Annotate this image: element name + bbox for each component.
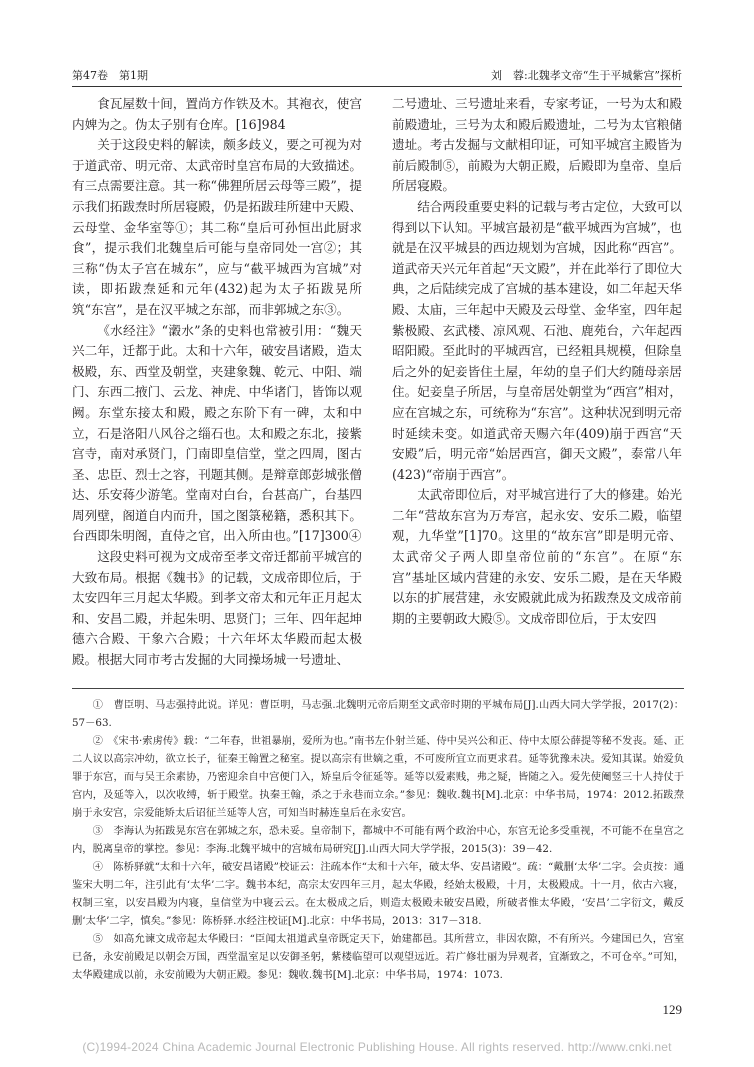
copyright-watermark: (C)1994-2024 China Academic Journal Electronic Publishing House. All rights reserved. http://www.cnki.net [82, 1040, 672, 1054]
quote-paragraph: 食瓦屋数十间，置尚方作铁及木。其袍衣，使宫内婢为之。伪太子别有仓库。[16]984 [72, 96, 362, 132]
left-column [72, 94, 362, 671]
footnote: ② 《宋书·索虏传》载：“二年春，世祖暴崩，爱所为也。”南书左仆射兰延、侍中吴兴公和正、侍中太原公薛提等秘不发丧。延、正二人议以高宗冲幼，欲立长子，征秦王翰置之秘室。提以高宗有世嫡之重，不可废所宜立而更求君。延等犹豫未决。爱知其谋。始爱负罪于东宫，而与吴王余素协，乃密迎余自中宫便门入，矫皇后令征延等。延等以爱素贱，弗之疑，皆随之入。爱先使阉竖三十人持仗于宫内，及延等入，以次收缚，斩于殿堂。执秦王翰，杀之于永巷而立余。”参见：魏收.魏书[M].北京：中华书局，1974：2012.拓跋焘崩于永安宫，宗爱能矫太后诏征兰延等人宫，可知当时赫连皇后在永安宫。 [72, 735, 684, 819]
page-number: 129 [662, 1002, 682, 1017]
running-header [72, 64, 682, 84]
footnote: ⑤ 如高允谏文成帝起太华殿曰：“臣闻太祖道武皇帝既定天下，始建都邑。其所营立，非因农隙，不有所兴。今建国已久，宫室已备，永安前殿足以朝会万国，西堂温室足以安御圣躬，紫楼临望可以观望远近。若广修壮丽为异观者，宜渐致之，不可仓卒。”可知，太华殿建成以前，永安前殿为大朝正殿。参见：魏收.魏书[M].北京：中华书局，1974：1073. [72, 933, 684, 981]
journal-volume: 第47卷 第1期 [72, 69, 148, 82]
footnote: ① 曹臣明、马志强持此说。详见：曹臣明，马志强.北魏明元帝后期至文武帝时期的平城布局[J].山西大同大学学报，2017(2)：57－63. [72, 699, 684, 729]
footnotes [72, 696, 684, 984]
footnote-divider [72, 688, 684, 689]
body-paragraph: 太武帝即位后，对平城宫进行了大的修建。始光二年“营故东宫为万寿宫，起永安、安乐二殿，临望观，九华堂”[1]70。这里的“故东宫”即是明元帝、太武帝父子两人即皇帝位前的“东宫”。在原“东宫”基址区域内营建的永安、安乐二殿，是在天华殿以东的扩展营建，永安殿就此成为拓跋焘及文成帝前期的主要朝政大殿⑤。文成帝即位后，于太安四 [392, 487, 682, 626]
body-paragraph: 关于这段史料的解读，颇多歧义，要之可视为对于道武帝、明元帝、太武帝时皇宫布局的大致描述。有三点需要注意。其一称“佛狸所居云母等三殿”，提示我们拓跋焘时所居寝殿，仍是拓跋珪所建中天殿、云母堂、金华室等①；其二称“皇后可孙恒出此厨求食”，提示我们北魏皇后可能与皇帝同处一宫②；其三称“伪太子宫在城东”，应与“截平城西为宫城”对读，即拓跋焘延和元年(432)起为太子拓跋晃所筑“东宫”，是在汉平城之东部，而非郭城之东③。 [72, 137, 362, 317]
running-title: 刘 蓉:北魏孝文帝“生于平城紫宫”探析 [491, 69, 682, 82]
header-divider [72, 86, 682, 87]
footnote: ③ 李海认为拓跋晃东宫在郭城之东，恐未妥。皇帝制下，都城中不可能有两个政治中心，东宫无论多受重视，不可能不在皇宫之内，脱离皇帝的掌控。参见：李海.北魏平城中的宫城布局研究[J].山西大同大学学报，2015(3)：39－42. [72, 825, 684, 855]
body-paragraph-continued: 二号遗址、三号遗址来看，专家考证，一号为太和殿前殿遗址，三号为太和殿后殿遗址，二号为太官粮储遗址。考古发掘与文献相印证，可知平城宫主殿皆为前后殿制⑤，前殿为大朝正殿，后殿即为皇帝、皇后所居寝殿。 [392, 96, 682, 194]
right-column [392, 94, 682, 629]
body-paragraph: 这段史料可视为文成帝至孝文帝迁都前平城宫的大致布局。根据《魏书》的记载，文成帝即位后，于太安四年三月起太华殿。到孝文帝太和元年正月起太和、安昌二殿，并起朱明、思贤门；三年、四年起坤德六合殿、干象六合殿；十六年坏太华殿而起太极殿。根据大同市考古发掘的大同操场城一号遗址、 [72, 549, 362, 668]
body-paragraph: 结合两段重要史料的记载与考古定位，大致可以得到以下认知。平城宫最初是“截平城西为宫城”，也就是在汉平城县的西边规划为宫城，因此称“西宫”。道武帝天兴元年首起“天文殿”，并在此举行了即位大典，之后陆续完成了宫城的基本建设，如二年起天华殿、太庙，三年起中天殿及云母堂、金华室，四年起紫极殿、玄武楼、凉风观、石池、鹿苑台，六年起西昭阳殿。至此时的平城西宫，已经粗具规模，但除皇后之外的妃妾皆住土屋，年幼的皇子们大约随母亲居住。妃妾皇子所居，与皇帝居处朝堂为“西宫”相对，应在宫城之东，可统称为“东宫”。这种状况到明元帝时延续未变。如道武帝天赐六年(409)崩于西宫“天安殿”后，明元帝“始居西宫，御天文殿”，泰常八年(423)“帝崩于西宫”。 [392, 198, 682, 482]
footnote: ④ 陈桥驿就“太和十六年，破安昌诸殿”校证云：注疏本作“太和十六年，破太华、安昌诸殿”。疏：“戴删‘太华’二字。会贞按：通鉴宋大明二年，注引此有‘太华’二字。魏书本纪，高宗太安四年三月，起太华殿，经始太极殿，十月，太极殿成。十一月，依古六寝，权制三室，以安昌殿为内寝，皇信堂为中寝云云。在太极成之后，则造太极殿未破安昌殿，所破者惟太华殿，‘安昌’二字衍文，戴反删‘太华’二字，慎矣。”参见：陈桥驿.水经注校证[M].北京：中华书局，2013：317－318. [72, 861, 684, 927]
body-paragraph: 《水经注》“瀔水”条的史料也常被引用：“魏天兴二年，迁都于此。太和十六年，破安昌诸殿，造太极殿，东、西堂及朝堂，夹建象魏、乾元、中阳、端门、东西二掖门、云龙、神虎、中华诸门，皆饰以观阙。东堂东接太和殿，殿之东阶下有一碑，太和中立，石是洛阳八风谷之缁石也。太和殿之东北，接紫宫寺，南对承贤门，门南即皇信堂，堂之四周，图古圣、忠臣、烈士之容，刊题其侧。是辩章郎彭城张僧达、乐安蒋少游笔。堂南对白台，台甚高广，台基四周列壁，阁道自内而升，国之图箓秘籍，悉积其下。台西即朱明阁，直侍之官，出入所由也。”[17]300④ [72, 322, 362, 544]
